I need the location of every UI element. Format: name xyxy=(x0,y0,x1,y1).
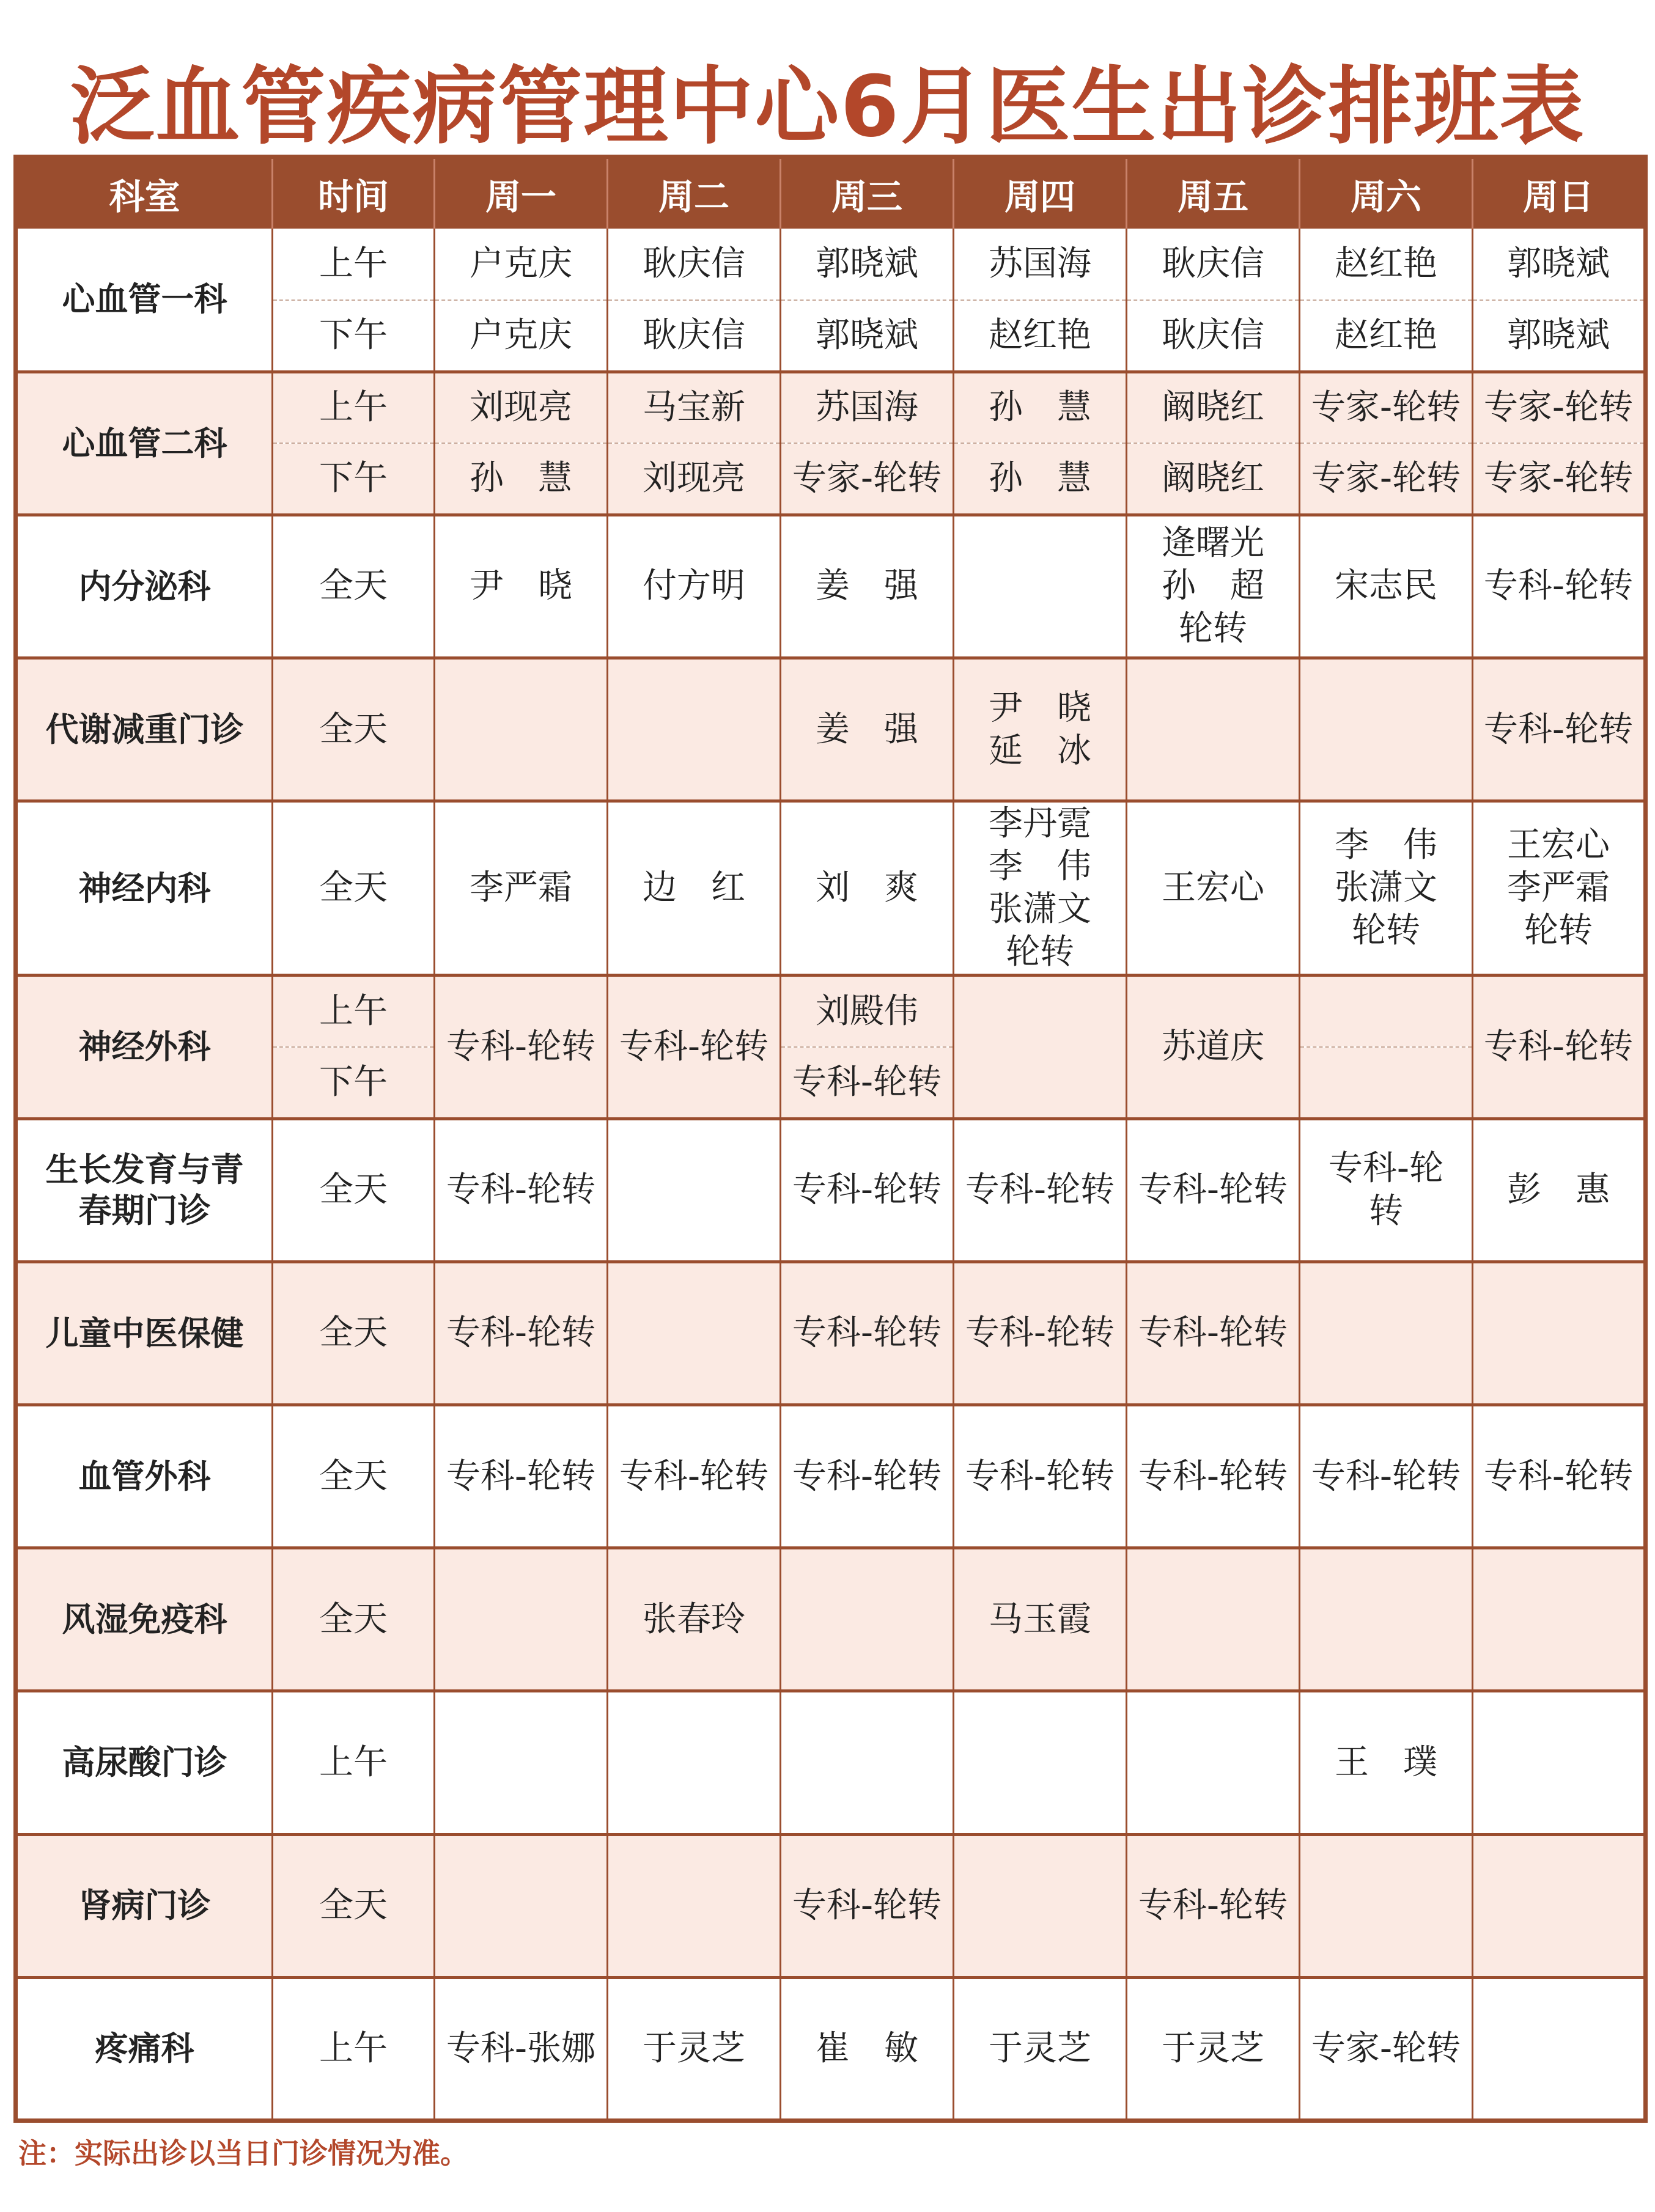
schedule-cell xyxy=(954,976,1127,1119)
schedule-cell: 专科-轮转 xyxy=(1473,976,1646,1119)
schedule-cell: 马玉霞 xyxy=(954,1548,1127,1691)
schedule-cell: 宋志民 xyxy=(1300,515,1473,658)
schedule-cell xyxy=(608,658,781,801)
time-cell: 上午 xyxy=(273,1691,435,1834)
time-cell: 全天 xyxy=(273,1405,435,1548)
schedule-cell: 户克庆 xyxy=(435,229,608,300)
schedule-cell: 专科-轮转 xyxy=(1127,1834,1300,1977)
schedule-cell: 王 璞 xyxy=(1300,1691,1473,1834)
schedule-cell: 专科-轮转 xyxy=(1473,1405,1646,1548)
schedule-cell: 专科-轮转 xyxy=(1473,658,1646,801)
dept-cell: 神经外科 xyxy=(16,976,273,1119)
header-wed: 周三 xyxy=(781,157,954,229)
schedule-cell: 王宏心 xyxy=(1127,801,1300,976)
time-cell: 全天 xyxy=(273,801,435,976)
schedule-cell xyxy=(1127,1691,1300,1834)
schedule-cell: 姜 强 xyxy=(781,658,954,801)
time-cell: 上午 xyxy=(273,229,435,300)
schedule-cell: 李严霜 xyxy=(435,801,608,976)
time-cell: 下午 xyxy=(273,1047,435,1119)
header-fri: 周五 xyxy=(1127,157,1300,229)
schedule-cell: 阚晓红 xyxy=(1127,443,1300,515)
schedule-cell xyxy=(1300,1047,1473,1119)
schedule-cell xyxy=(435,1548,608,1691)
schedule-cell xyxy=(608,1834,781,1977)
schedule-cell: 专科-轮转 xyxy=(608,1405,781,1548)
dept-cell: 血管外科 xyxy=(16,1405,273,1548)
footnote: 注：实际出诊以当日门诊情况为准。 xyxy=(18,2137,468,2170)
time-cell: 全天 xyxy=(273,515,435,658)
schedule-cell: 边 红 xyxy=(608,801,781,976)
time-cell: 下午 xyxy=(273,443,435,515)
table-row xyxy=(16,1119,1646,1262)
schedule-cell: 彭 惠 xyxy=(1473,1119,1646,1262)
table-row xyxy=(16,515,1646,658)
table-row xyxy=(16,1691,1646,1834)
schedule-cell xyxy=(781,1691,954,1834)
schedule-cell: 专科-轮转 xyxy=(781,1119,954,1262)
schedule-cell: 专科-张娜 xyxy=(435,1977,608,2120)
schedule-cell: 刘现亮 xyxy=(435,372,608,443)
schedule-cell xyxy=(608,1119,781,1262)
page-title: 泛血管疾病管理中心6月医生出诊排班表 xyxy=(70,57,1585,156)
table-row xyxy=(16,229,1646,300)
time-cell: 上午 xyxy=(273,372,435,443)
schedule-cell: 专科-轮转 xyxy=(781,1405,954,1548)
schedule-cell: 郭晓斌 xyxy=(781,300,954,372)
schedule-cell: 崔 敏 xyxy=(781,1977,954,2120)
schedule-cell xyxy=(608,1691,781,1834)
time-cell: 全天 xyxy=(273,1548,435,1691)
schedule-cell: 孙 慧 xyxy=(954,372,1127,443)
schedule-cell: 赵红艳 xyxy=(954,300,1127,372)
schedule-cell: 王宏心 李严霜 轮转 xyxy=(1473,801,1646,976)
schedule-cell: 苏道庆 xyxy=(1127,976,1300,1119)
schedule-cell xyxy=(1473,1691,1646,1834)
schedule-cell: 刘殿伟 xyxy=(781,976,954,1047)
schedule-cell xyxy=(1473,1262,1646,1405)
schedule-cell: 专家-轮转 xyxy=(781,443,954,515)
schedule-cell: 于灵芝 xyxy=(1127,1977,1300,2120)
dept-cell: 心血管二科 xyxy=(16,372,273,515)
schedule-cell: 孙 慧 xyxy=(954,443,1127,515)
schedule-cell: 苏国海 xyxy=(781,372,954,443)
schedule-cell xyxy=(1300,1548,1473,1691)
schedule-cell: 专家-轮转 xyxy=(1473,372,1646,443)
schedule-cell: 专家-轮转 xyxy=(1473,443,1646,515)
schedule-cell: 赵红艳 xyxy=(1300,229,1473,300)
schedule-table xyxy=(13,155,1648,2123)
schedule-cell xyxy=(781,1548,954,1691)
schedule-cell: 专科-轮转 xyxy=(608,976,781,1119)
time-cell: 全天 xyxy=(273,1834,435,1977)
schedule-cell xyxy=(435,1834,608,1977)
schedule-cell xyxy=(1300,1834,1473,1977)
schedule-cell xyxy=(1127,658,1300,801)
schedule-cell: 姜 强 xyxy=(781,515,954,658)
dept-cell: 神经内科 xyxy=(16,801,273,976)
time-cell: 全天 xyxy=(273,1119,435,1262)
table-row xyxy=(16,1977,1646,2120)
table-row xyxy=(16,658,1646,801)
schedule-cell: 阚晓红 xyxy=(1127,372,1300,443)
schedule-cell: 刘现亮 xyxy=(608,443,781,515)
schedule-cell: 付方明 xyxy=(608,515,781,658)
schedule-cell xyxy=(1473,1834,1646,1977)
schedule-cell: 专科-轮转 xyxy=(954,1119,1127,1262)
schedule-cell: 张春玲 xyxy=(608,1548,781,1691)
schedule-cell xyxy=(954,1834,1127,1977)
schedule-cell: 尹 晓 延 冰 xyxy=(954,658,1127,801)
schedule-cell: 专科-轮转 xyxy=(1300,1405,1473,1548)
schedule-cell: 耿庆信 xyxy=(608,229,781,300)
dept-cell: 肾病门诊 xyxy=(16,1834,273,1977)
schedule-cell: 苏国海 xyxy=(954,229,1127,300)
header-sun: 周日 xyxy=(1473,157,1646,229)
time-cell: 全天 xyxy=(273,1262,435,1405)
schedule-cell xyxy=(954,515,1127,658)
schedule-cell: 专家-轮转 xyxy=(1300,1977,1473,2120)
schedule-cell: 尹 晓 xyxy=(435,515,608,658)
schedule-cell: 专科-轮转 xyxy=(1127,1262,1300,1405)
table-row xyxy=(16,372,1646,443)
schedule-cell: 郭晓斌 xyxy=(1473,300,1646,372)
table-row xyxy=(16,1405,1646,1548)
schedule-cell: 于灵芝 xyxy=(954,1977,1127,2120)
schedule-cell: 专科-轮 转 xyxy=(1300,1119,1473,1262)
schedule-cell: 耿庆信 xyxy=(1127,229,1300,300)
schedule-cell: 专家-轮转 xyxy=(1300,372,1473,443)
schedule-cell: 耿庆信 xyxy=(608,300,781,372)
time-cell: 上午 xyxy=(273,1977,435,2120)
dept-cell: 心血管一科 xyxy=(16,229,273,372)
schedule-cell: 专科-轮转 xyxy=(1473,515,1646,658)
dept-cell: 风湿免疫科 xyxy=(16,1548,273,1691)
schedule-cell: 专科-轮转 xyxy=(435,976,608,1119)
schedule-cell: 郭晓斌 xyxy=(1473,229,1646,300)
schedule-cell: 专科-轮转 xyxy=(954,1405,1127,1548)
schedule-cell: 耿庆信 xyxy=(1127,300,1300,372)
schedule-cell: 专科-轮转 xyxy=(1127,1405,1300,1548)
schedule-cell: 专科-轮转 xyxy=(435,1262,608,1405)
time-cell: 下午 xyxy=(273,300,435,372)
schedule-cell: 赵红艳 xyxy=(1300,300,1473,372)
table-row xyxy=(16,1834,1646,1977)
dept-cell: 生长发育与青 春期门诊 xyxy=(16,1119,273,1262)
dept-cell: 疼痛科 xyxy=(16,1977,273,2120)
table-row xyxy=(16,1262,1646,1405)
schedule-cell: 孙 慧 xyxy=(435,443,608,515)
schedule-cell: 郭晓斌 xyxy=(781,229,954,300)
schedule-cell: 户克庆 xyxy=(435,300,608,372)
schedule-cell: 专家-轮转 xyxy=(1300,443,1473,515)
schedule-cell: 专科-轮转 xyxy=(435,1119,608,1262)
schedule-cell: 专科-轮转 xyxy=(781,1262,954,1405)
schedule-cell: 专科-轮转 xyxy=(435,1405,608,1548)
schedule-cell: 专科-轮转 xyxy=(954,1262,1127,1405)
table-row xyxy=(16,1548,1646,1691)
schedule-cell: 于灵芝 xyxy=(608,1977,781,2120)
header-sat: 周六 xyxy=(1300,157,1473,229)
schedule-cell xyxy=(435,658,608,801)
schedule-cell: 李 伟 张潇文 轮转 xyxy=(1300,801,1473,976)
table-row xyxy=(16,976,1646,1047)
schedule-cell: 刘 爽 xyxy=(781,801,954,976)
schedule-cell xyxy=(954,1691,1127,1834)
header-thu: 周四 xyxy=(954,157,1127,229)
header-tue: 周二 xyxy=(608,157,781,229)
schedule-cell xyxy=(435,1691,608,1834)
schedule-cell: 专科-轮转 xyxy=(781,1047,954,1119)
schedule-cell: 逄曙光 孙 超 轮转 xyxy=(1127,515,1300,658)
dept-cell: 儿童中医保健 xyxy=(16,1262,273,1405)
schedule-cell: 专科-轮转 xyxy=(781,1834,954,1977)
time-cell: 全天 xyxy=(273,658,435,801)
dept-cell: 高尿酸门诊 xyxy=(16,1691,273,1834)
schedule-cell: 李丹霓 李 伟 张潇文 轮转 xyxy=(954,801,1127,976)
header-mon: 周一 xyxy=(435,157,608,229)
time-cell: 上午 xyxy=(273,976,435,1047)
dept-cell: 代谢减重门诊 xyxy=(16,658,273,801)
header-row xyxy=(16,157,1646,229)
schedule-cell xyxy=(608,1262,781,1405)
header-time: 时间 xyxy=(273,157,435,229)
header-dept: 科室 xyxy=(16,157,273,229)
schedule-cell xyxy=(1473,1977,1646,2120)
schedule-cell xyxy=(1300,976,1473,1047)
schedule-cell xyxy=(1473,1548,1646,1691)
schedule-cell: 专科-轮转 xyxy=(1127,1119,1300,1262)
schedule-cell xyxy=(1300,658,1473,801)
schedule-cell xyxy=(1127,1548,1300,1691)
schedule-cell: 马宝新 xyxy=(608,372,781,443)
dept-cell: 内分泌科 xyxy=(16,515,273,658)
table-row xyxy=(16,801,1646,976)
schedule-cell xyxy=(1300,1262,1473,1405)
